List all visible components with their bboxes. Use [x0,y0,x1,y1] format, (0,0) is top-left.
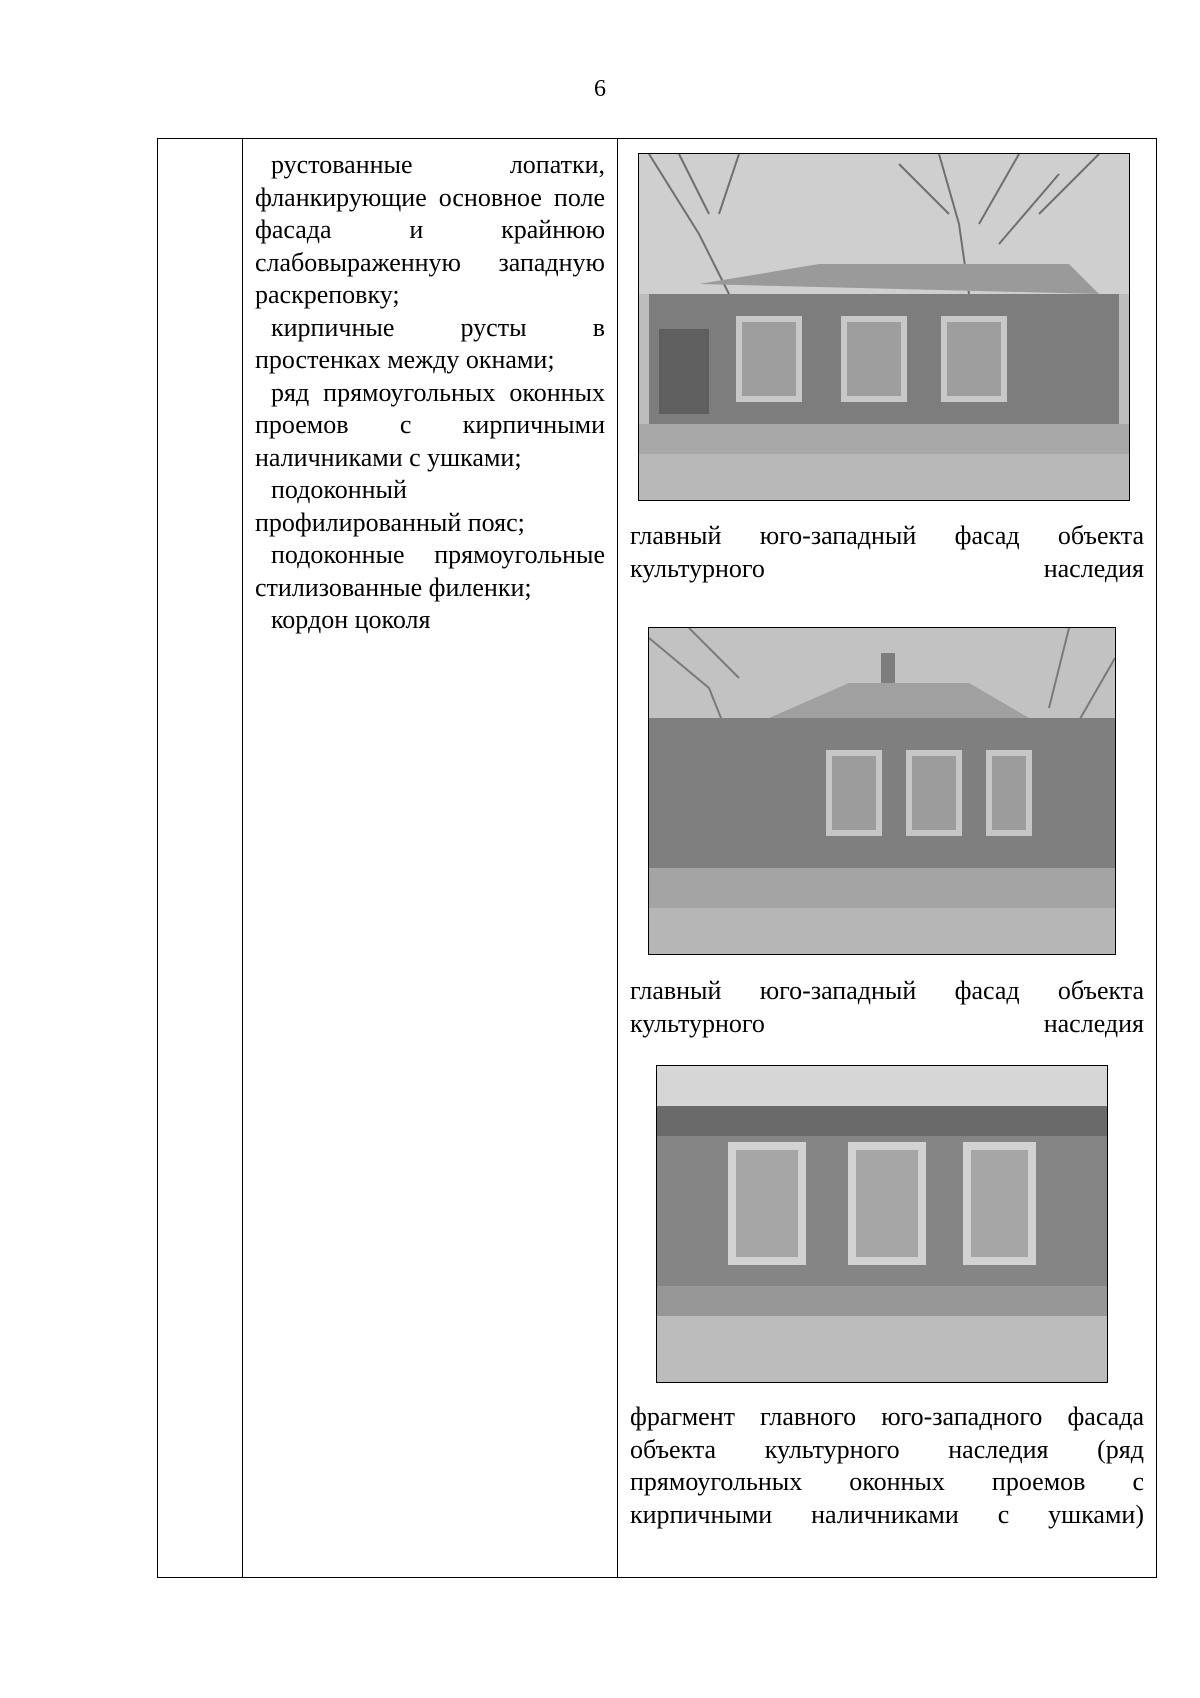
building-facade-photo-icon [649,628,1115,954]
building-facade-photo-icon [639,154,1129,500]
photo-caption-1: главный юго-западный фасад объекта культурного наследия [630,521,1144,583]
list-item: подоконные прямоугольные стилизованные филенки; [255,540,605,602]
list-item: подоконный профилированный пояс; [255,475,525,537]
list-item: кирпичные русты в простенках между окнами; [255,312,605,374]
window-row-photo-icon [657,1066,1107,1382]
window-row-photo [656,1065,1108,1383]
elements-list [255,149,605,637]
list-item: ряд прямоугольных оконных проемов с кирпичными наличниками с ушками; [255,377,605,472]
table-row [158,139,1157,1578]
list-item: кордон цоколя [271,605,431,634]
photo-caption-3: фрагмент главного юго-западного фасада объекта культурного наследия (ряд прямоугольных оконных проемов с кирпичными наличниками с ушками) [630,1402,1144,1529]
facade-photo-1 [638,153,1130,501]
heritage-elements-table [157,138,1157,1578]
page-number: 6 [594,76,606,102]
elements-description-cell [243,139,618,1578]
photo-caption-2: главный юго-западный фасад объекта культурного наследия [630,976,1144,1038]
list-item: рустованные лопатки, фланкирующие основное поле фасада и крайнюю слабовыраженную западную раскреповку; [255,150,605,309]
photo-fixation-cell [618,139,1157,1578]
row-number-cell [158,139,243,1578]
facade-photo-2 [648,627,1116,955]
